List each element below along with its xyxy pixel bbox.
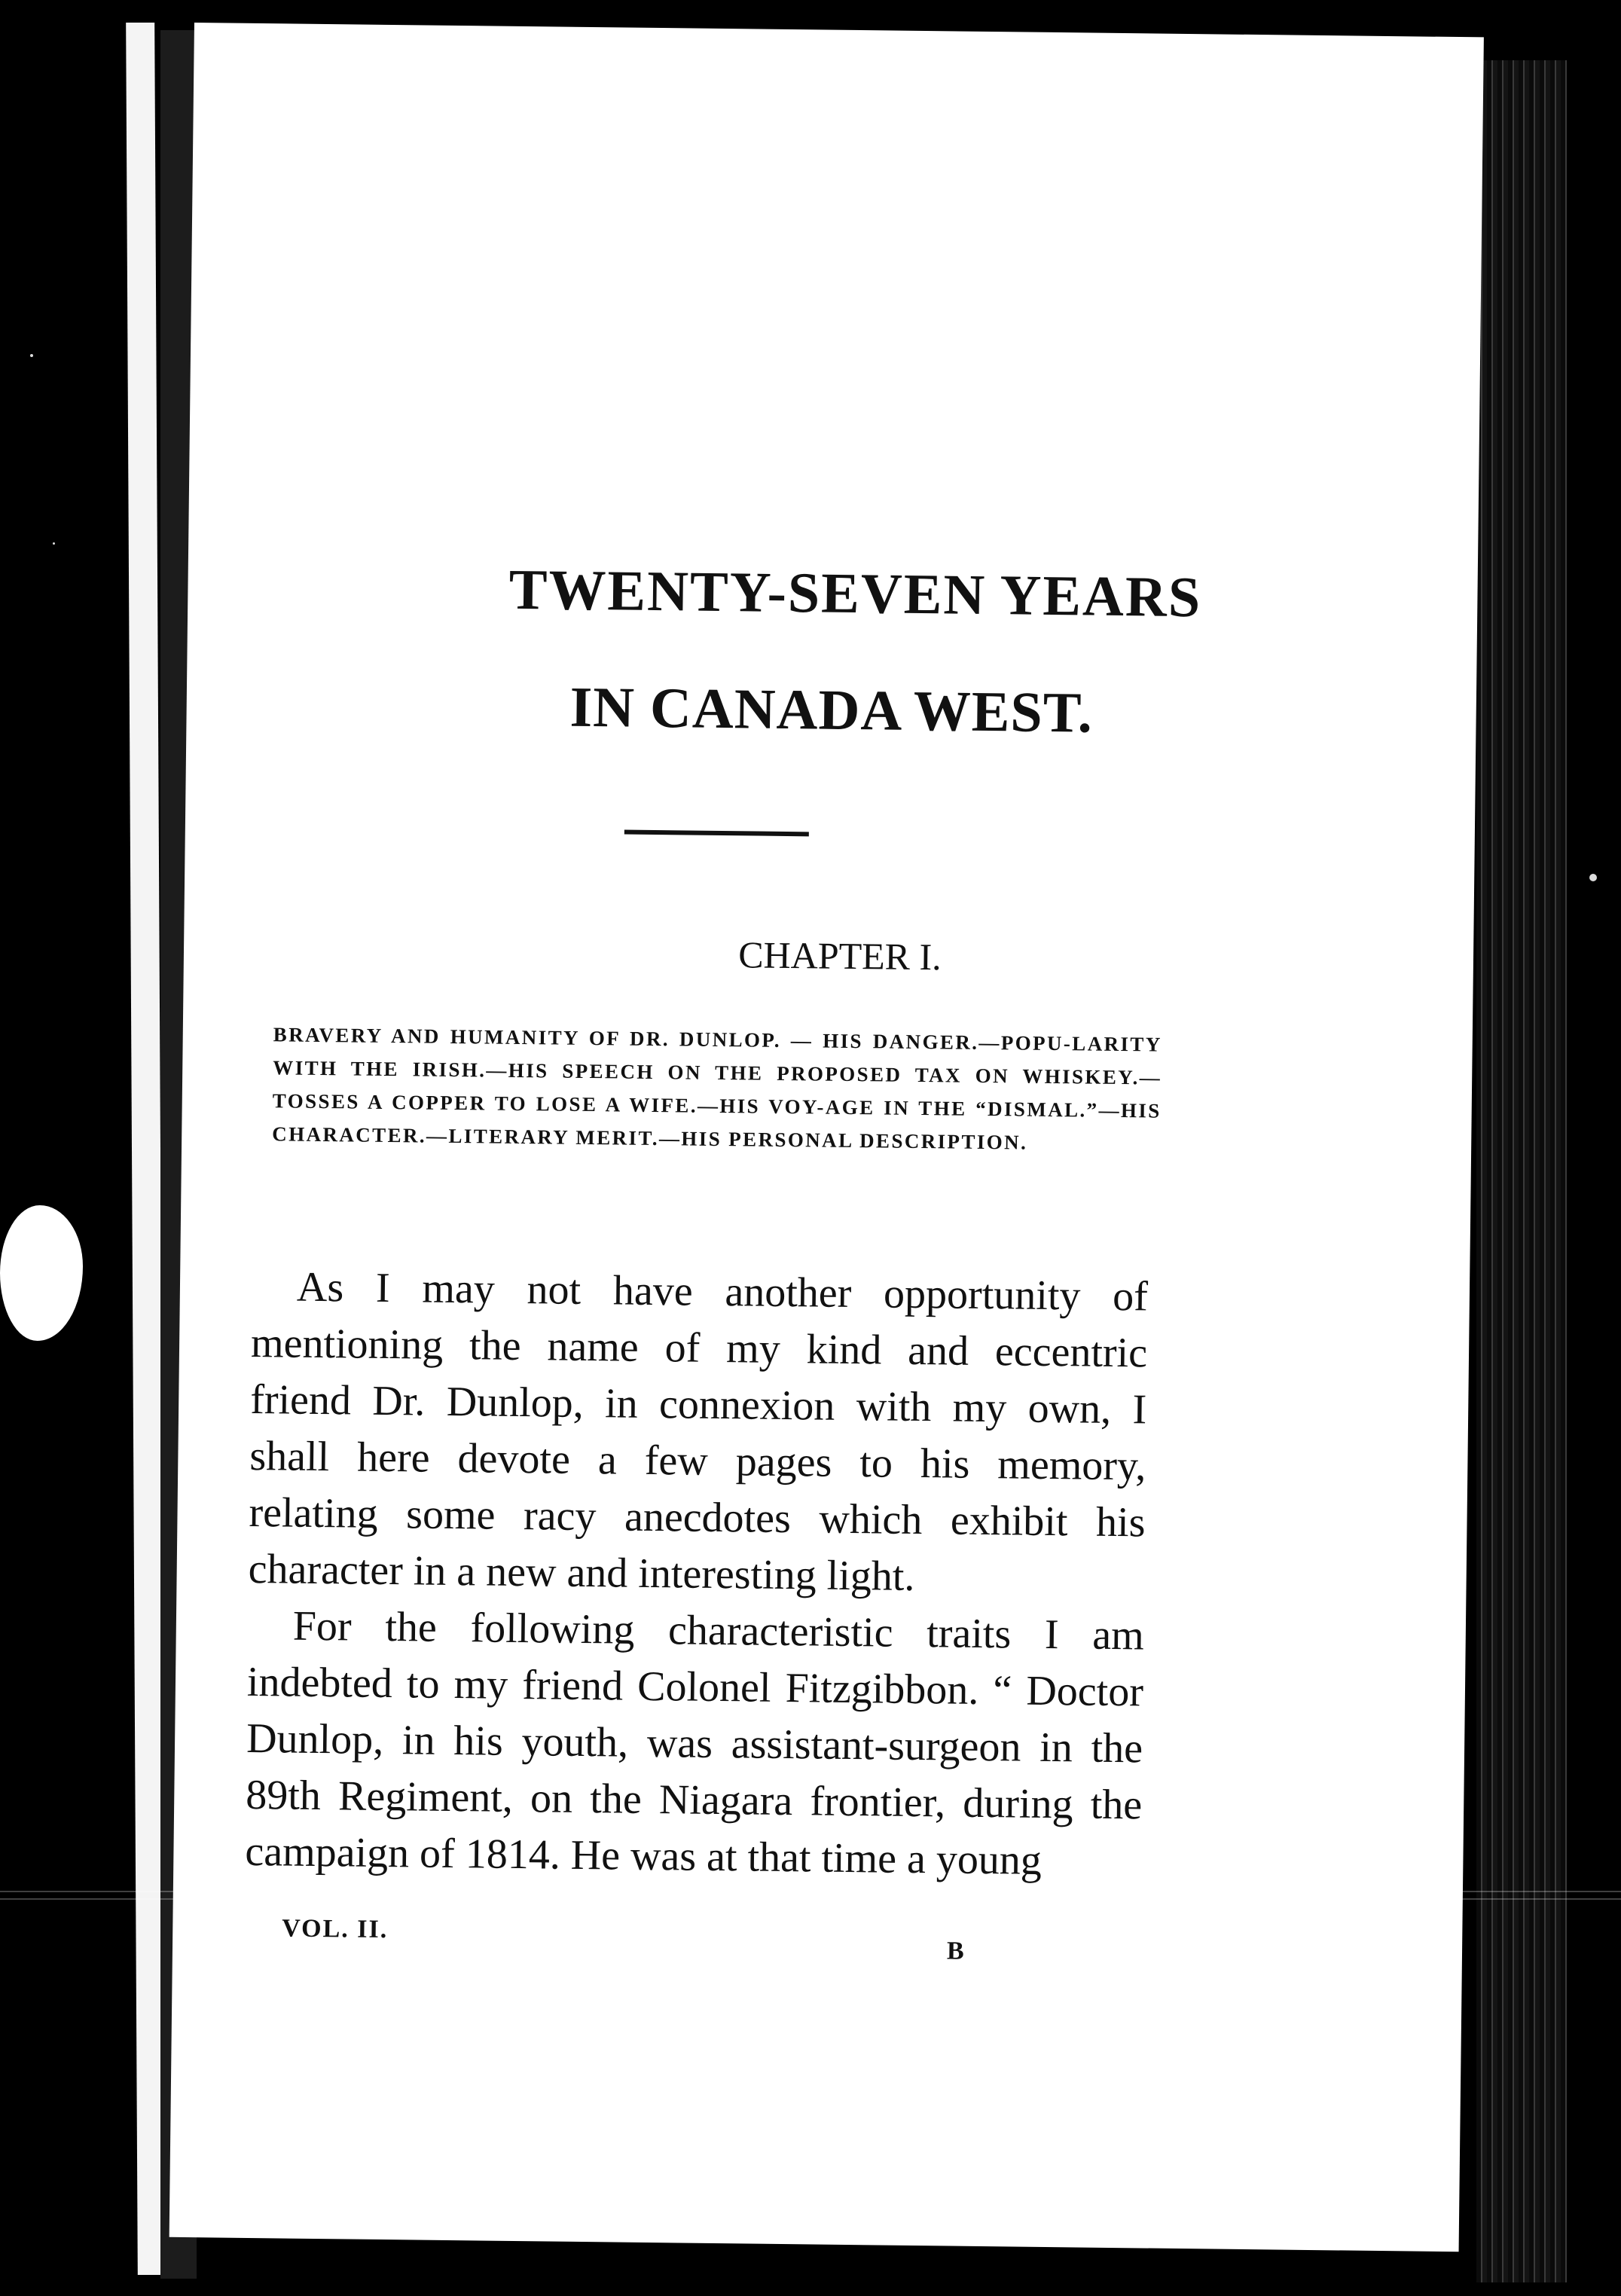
title-line-2: IN CANADA WEST. xyxy=(569,675,1094,745)
body-text xyxy=(245,1259,1148,1890)
title-line-1: TWENTY-SEVEN YEARS xyxy=(508,557,1202,630)
title-rule xyxy=(624,830,809,837)
paragraph-2: For the following characteristic traits I am indebted to my friend Colonel Fitzgibbon. “ Doctor Dunlop, in his youth, was assistant-surgeon in the 89th Regiment, on the Niagara frontier, during the campaign of 1814. He was at that time a young xyxy=(245,1602,1145,1884)
chapter-heading: CHAPTER I. xyxy=(737,933,942,979)
book-page xyxy=(169,23,1484,2252)
chapter-synopsis: BRAVERY AND HUMANITY OF DR. DUNLOP. — HIS DANGER.—POPU-LARITY WITH THE IRISH.—HIS SPEECH ON THE PROPOSED TAX ON WHISKEY.—TOSSES A COPPER TO LOSE A WIFE.—HIS VOY-AGE IN THE “DISMAL.”—HIS CHARACTER.—LITERARY MERIT.—HIS PERSONAL DESCRIPTION. xyxy=(272,1023,1162,1154)
scan-line-artifact xyxy=(0,1898,1621,1900)
volume-mark: VOL. II. xyxy=(282,1914,389,1944)
page-stack-edge xyxy=(1476,60,1567,2282)
scan-speck xyxy=(53,542,55,545)
scan-line-artifact xyxy=(0,1891,1621,1892)
scan-speck xyxy=(1589,874,1597,881)
paragraph-1: As I may not have another opportunity of mentioning the name of my kind and eccentric friend Dr. Dunlop, in connexion with my own, I shall here devote a few pages to his memory, relating some racy anecdotes which exhibit his character in a new and interesting light. xyxy=(248,1263,1149,1600)
signature-mark: B xyxy=(946,1937,964,1965)
scan-speck xyxy=(30,354,33,357)
